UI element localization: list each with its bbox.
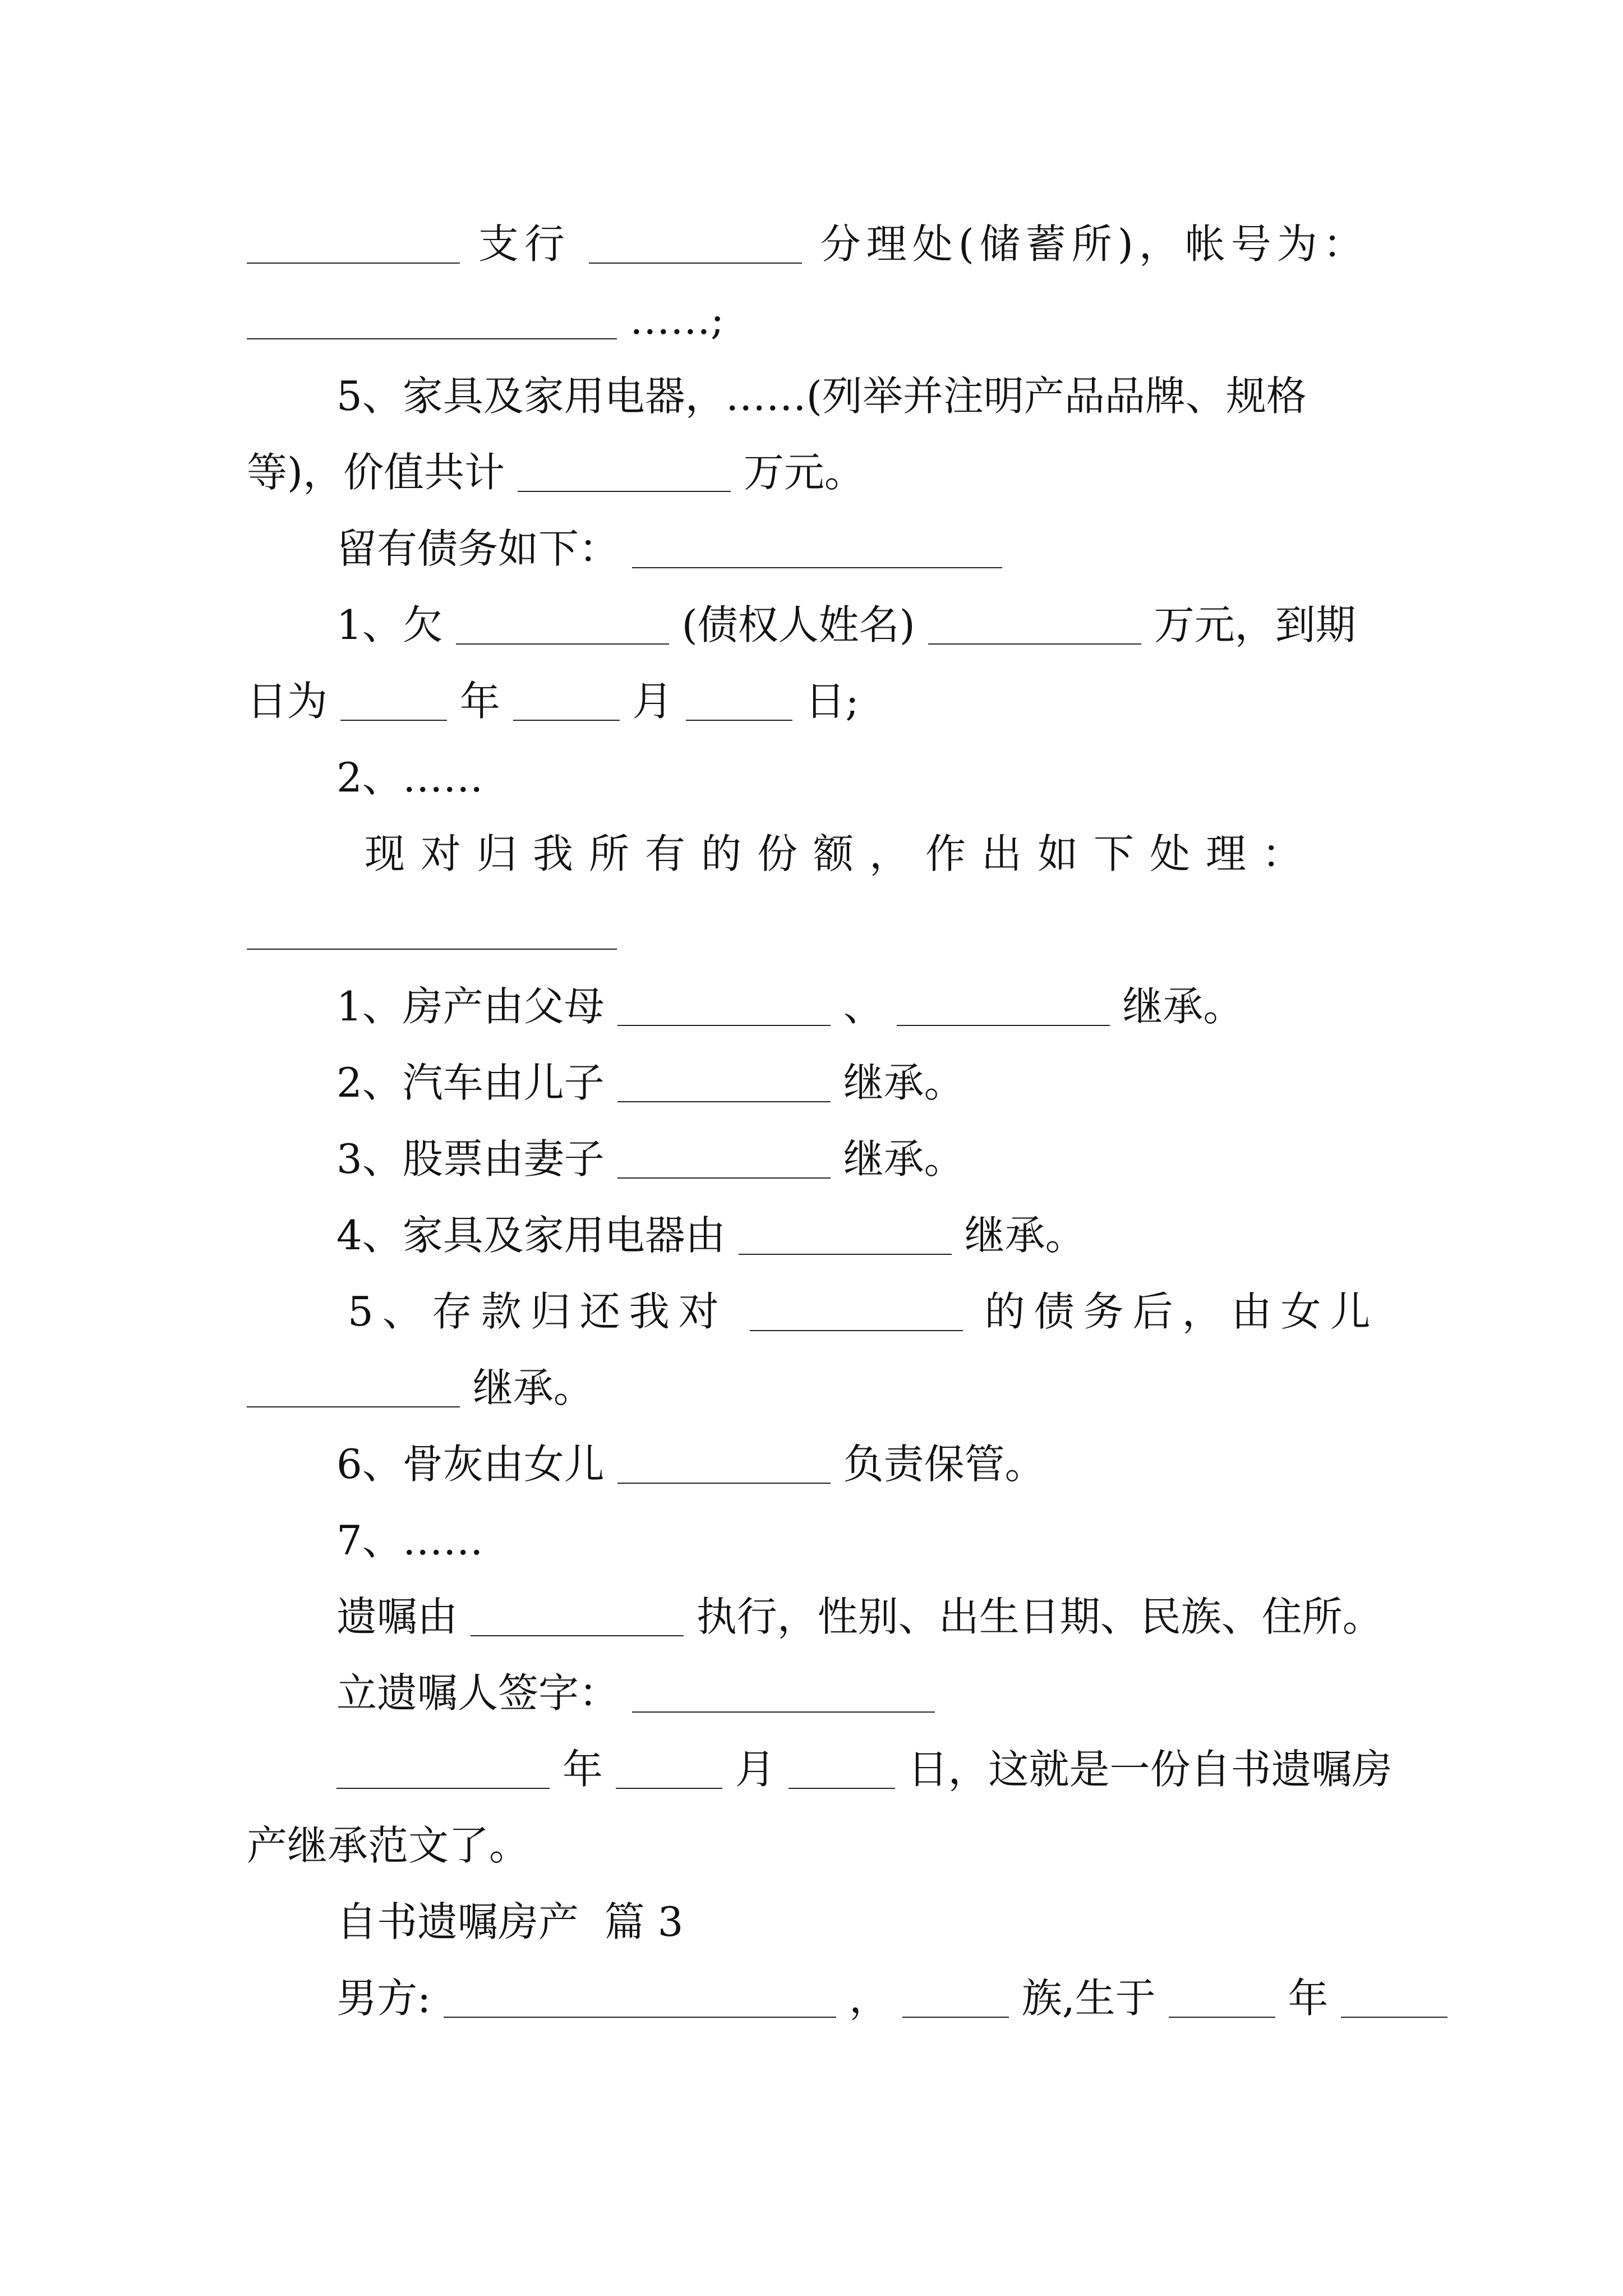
blank-sign-year <box>336 1749 550 1789</box>
text-line-item-5-furniture <box>247 357 1382 435</box>
text-line-disposition-heading <box>247 815 1382 893</box>
text-segment: 分理处(储蓄所)，帐号为： <box>820 220 1369 268</box>
blank-day <box>686 680 792 721</box>
blank-disposition <box>247 909 617 950</box>
text-line-debt-1 <box>247 586 1382 664</box>
text-segment: 5、家具及家用电器，……(列举并注明产品品牌、规格 <box>336 372 1307 420</box>
text-segment: 负责保管。 <box>843 1441 1045 1488</box>
text-segment: 继承。 <box>472 1364 594 1411</box>
text-line-executor <box>247 1577 1382 1656</box>
text-segment: 1、房产由父母 <box>336 983 605 1030</box>
blank-birth-year <box>1169 1977 1275 2018</box>
text-segment: 7、…… <box>336 1517 483 1564</box>
text-segment: 日为 <box>247 678 328 725</box>
blank-branch-name <box>589 223 802 264</box>
blank-daughter <box>247 1367 460 1407</box>
text-line-debt-2 <box>247 738 1382 817</box>
text-segment: 1、欠 <box>336 601 443 648</box>
blank-wife <box>617 1138 831 1179</box>
text-segment: 5、存款归还我对 <box>348 1288 728 1335</box>
text-segment: 继承。 <box>964 1212 1086 1259</box>
blank-debt-amount <box>928 604 1141 645</box>
blank-ashes-daughter <box>617 1443 831 1484</box>
blank-sign-day <box>789 1749 895 1789</box>
text-line-account-number <box>247 280 1382 359</box>
text-segment: 继承。 <box>843 1135 965 1182</box>
blank-father <box>617 986 831 1026</box>
blank-ethnicity <box>902 1977 1009 2018</box>
text-line-debt-due-date <box>247 662 1382 740</box>
text-segment: 产继承范文了。 <box>247 1822 530 1869</box>
blank-furniture-heir <box>739 1214 952 1255</box>
blank-furniture-value <box>518 452 731 492</box>
text-segment: 年 <box>1288 1975 1329 2022</box>
text-line-car-inheritance <box>247 1043 1382 1122</box>
text-line-ashes <box>247 1425 1382 1503</box>
blank-month <box>513 680 620 721</box>
text-segment: 日; <box>805 678 859 725</box>
text-line-testator-signature <box>247 1654 1382 1732</box>
text-segment: 执行，性别、出生日期、民族、住所。 <box>696 1593 1383 1640</box>
text-line-savings-heir <box>247 1349 1382 1427</box>
section-heading-text: 自书遗嘱房产 篇 3 <box>336 1898 684 1945</box>
text-segment: (债权人姓名) <box>681 601 915 648</box>
text-segment: ……; <box>629 296 725 343</box>
blank-account-number <box>247 299 617 339</box>
blank-signature <box>632 1672 935 1713</box>
text-line-stock-inheritance <box>247 1120 1382 1198</box>
text-segment: 万元，到期 <box>1154 601 1356 648</box>
text-segment: 等)，价值共计 <box>247 449 505 496</box>
blank-year <box>340 680 447 721</box>
text-segment: 万元。 <box>743 449 865 496</box>
section-heading <box>247 1883 1382 1961</box>
text-segment: 月 <box>632 678 673 725</box>
blank-debts <box>632 528 1002 568</box>
text-line-bank-branch <box>247 205 1382 283</box>
text-segment: 留有债务如下： <box>336 525 620 572</box>
text-line-furniture-value <box>247 433 1382 512</box>
text-segment: 年 <box>459 678 500 725</box>
blank-savings-creditor <box>750 1291 963 1331</box>
text-segment: 年 <box>562 1746 603 1793</box>
text-line-disposition-blank <box>247 891 1382 969</box>
text-segment: 现对归我所有的份额，作出如下处理： <box>365 830 1318 877</box>
text-segment: 3、股票由妻子 <box>336 1135 605 1182</box>
blank-male-name <box>444 1977 836 2018</box>
text-segment: 的债务后，由女儿 <box>984 1288 1380 1335</box>
text-segment: 6、骨灰由女儿 <box>336 1441 605 1488</box>
text-line-signing-date <box>247 1730 1393 1809</box>
text-line-male-party <box>247 1959 1382 2037</box>
text-segment: 、 <box>843 983 884 1030</box>
blank-son <box>617 1062 831 1102</box>
blank-sign-month <box>616 1749 722 1789</box>
text-segment: 2、…… <box>336 754 483 801</box>
text-segment: 男方: <box>336 1975 431 2022</box>
text-segment: 月 <box>735 1746 776 1793</box>
text-segment: ， <box>849 1975 890 2022</box>
text-line-closing <box>247 1806 1382 1885</box>
text-segment: 遗嘱由 <box>336 1593 458 1640</box>
text-line-debts-heading <box>247 509 1382 588</box>
blank-mother <box>897 986 1110 1026</box>
text-segment: 立遗嘱人签字： <box>336 1669 620 1717</box>
text-segment: 日，这就是一份自书遗嘱房 <box>907 1746 1393 1793</box>
text-line-house-inheritance <box>247 967 1382 1046</box>
text-segment: 继承。 <box>843 1059 965 1106</box>
text-line-savings-inheritance <box>247 1272 1382 1351</box>
text-line-item-7 <box>247 1501 1382 1580</box>
text-line-furniture-inheritance <box>247 1196 1382 1274</box>
text-segment: 4、家具及家用电器由 <box>336 1212 726 1259</box>
blank-birth-month <box>1341 1977 1447 2018</box>
blank-bank-name <box>247 223 460 264</box>
blank-executor <box>471 1596 684 1636</box>
text-segment: 继承。 <box>1122 983 1244 1030</box>
text-segment: 族,生于 <box>1021 1975 1156 2022</box>
blank-creditor <box>456 604 669 645</box>
text-segment: 2、汽车由儿子 <box>336 1059 605 1106</box>
text-segment: 支行 <box>478 220 570 268</box>
